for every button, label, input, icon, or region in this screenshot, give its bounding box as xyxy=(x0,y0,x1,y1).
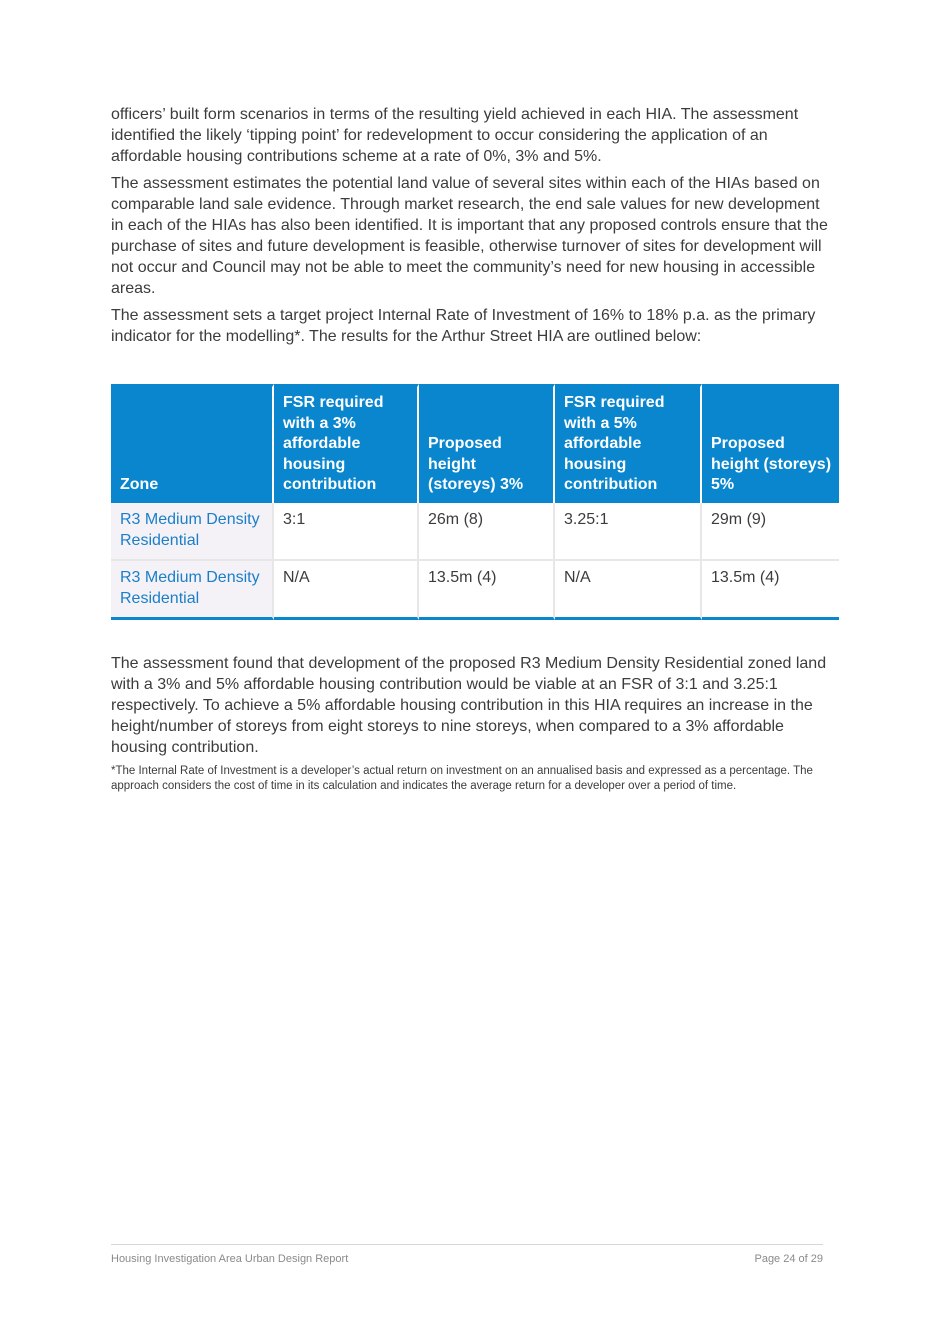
cell-height-5: 13.5m (4) xyxy=(702,561,839,620)
header-zone: Zone xyxy=(111,384,274,503)
paragraph-target-irr: The assessment sets a target project Internal Rate of Investment of 16% to 18% p.a. as the primary indicator for the modelling*. The results for the Arthur Street HIA are outlined below: xyxy=(111,307,816,345)
cell-fsr-3: 3:1 xyxy=(274,503,419,561)
cell-height-3: 26m (8) xyxy=(419,503,555,561)
table-row xyxy=(111,561,839,620)
footnote: *The Internal Rate of Investment is a developer’s actual return on investment on an annualised basis and expressed as a percentage. The approach considers the cost of time in its calculation and indicates the average return for a developer over a period of time. xyxy=(111,764,813,792)
cell-fsr-5: 3.25:1 xyxy=(555,503,702,561)
table-header-row xyxy=(111,384,839,503)
footer-report-title: Housing Investigation Area Urban Design Report xyxy=(111,1253,349,1265)
paragraph-conclusion: The assessment found that development of the proposed R3 Medium Density Residential zoned land with a 3% and 5% affordable housing contribution would be viable at an FSR of 3:1 and 3.25:1 respectively. To achieve a 5% affordable housing contribution in this HIA requires an increase in the height/number of storeys from eight storeys to nine storeys, when compared to a 3% affordable housing contribution. xyxy=(111,654,827,756)
paragraph-tipping-point: officers’ built form scenarios in terms of the resulting yield achieved in each HIA. The assessment identified the likely ‘tipping point’ for redevelopment to occur considering the application of an affordable housing contributions scheme at a rate of 0%, 3% and 5%. xyxy=(111,106,799,165)
table-row xyxy=(111,503,839,561)
page-content xyxy=(111,104,831,795)
cell-height-3: 13.5m (4) xyxy=(419,561,555,620)
header-fsr-5: FSR required with a 5% affordable housing contribution xyxy=(555,384,702,503)
cell-zone: R3 Medium Density Residential xyxy=(111,503,274,561)
cell-fsr-5: N/A xyxy=(555,561,702,620)
header-fsr-3: FSR required with a 3% affordable housing contribution xyxy=(274,384,419,503)
footer-page-number: Page 24 of 29 xyxy=(754,1253,823,1265)
cell-height-5: 29m (9) xyxy=(702,503,839,561)
fsr-results-table xyxy=(111,384,839,620)
cell-zone: R3 Medium Density Residential xyxy=(111,561,274,620)
header-height-3: Proposed height (storeys) 3% xyxy=(419,384,555,503)
page-footer xyxy=(111,1244,823,1265)
cell-fsr-3: N/A xyxy=(274,561,419,620)
paragraph-land-value: The assessment estimates the potential land value of several sites within each of the HIAs based on comparable land sale evidence. Through market research, the end sale values for new development in each of the HIAs has also been identified. It is important that any proposed controls ensure that the purchase of sites and future development is feasible, otherwise turnover of sites for development will not occur and Council may not be able to meet the community’s need for new housing in accessible areas. xyxy=(111,175,828,297)
conclusion-section xyxy=(111,653,831,795)
header-height-5: Proposed height (storeys) 5% xyxy=(702,384,839,503)
